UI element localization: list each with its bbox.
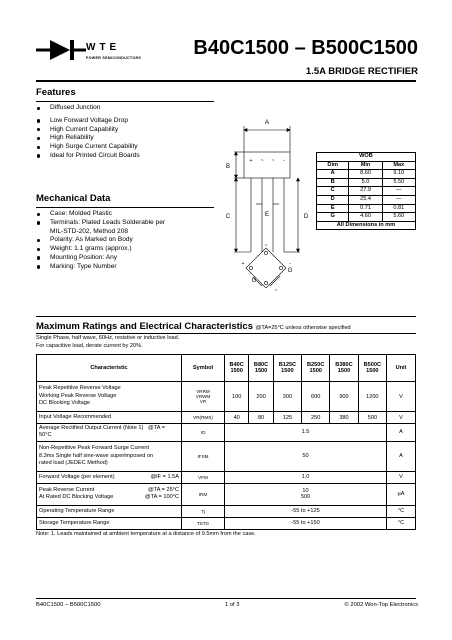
table-row-ifsm: Non-Repetitive Peak Forward Surge Current 8.3ms Single half sine-wave superimposed on rated load (JEDEC Method) IFSM 50 A	[37, 441, 416, 471]
pin-minus-label: -	[283, 158, 285, 164]
feature-item: Ideal for Printed Circuit Boards	[36, 152, 216, 161]
feature-item: High Current Capability	[36, 126, 216, 135]
mechanical-item: Marking: Type Number	[36, 263, 216, 272]
column-header: B250C 1500	[302, 355, 330, 382]
bottom-pin-ac: ~	[264, 243, 268, 249]
feature-item: High Surge Current Capability	[36, 143, 216, 152]
table-row-vfm: Forward Voltage (per element) @IF = 1.5A VFM 1.0 V	[37, 471, 416, 483]
table-row-vrrm: Peak Repetitive Reverse Voltage Working Peak Reverse Voltage DC Blocking Voltage VRRM VRWM VR 100 200 300 600 900 1200 V	[37, 382, 416, 412]
table-row: D 25.4 —	[317, 195, 416, 204]
dimension-label-e: E	[264, 212, 270, 218]
features-title: Features	[36, 87, 76, 98]
footer-part-number: B40C1500 – B500C1500	[36, 602, 101, 608]
mechanical-item: Weight: 1.1 grams (approx.)	[36, 245, 216, 254]
table-row-vrms: Input Voltage Recommended VR(RMS) 40 80 125 250 380 500 V	[37, 412, 416, 424]
column-header: Characteristic	[37, 355, 182, 382]
footnote: Note: 1. Leads maintained at ambient temperature at a distance of 9.5mm from the case.	[36, 531, 256, 537]
package-outline-diagram	[218, 112, 318, 292]
dimension-table-footer: All Dimensions in mm	[317, 221, 416, 230]
table-header-row	[37, 355, 416, 382]
header-divider	[36, 80, 416, 82]
table-row-tj: Operating Temperature Range Tj -55 to +125 °C	[37, 505, 416, 517]
ratings-title: Maximum Ratings and Electrical Characteristics @TA=25°C unless otherwise specified	[36, 321, 351, 332]
mechanical-title: Mechanical Data	[36, 193, 111, 204]
dimension-table	[316, 152, 416, 230]
table-row: E 0.71 0.81	[317, 204, 416, 213]
pin-ac-label: ~	[271, 158, 275, 164]
dimension-label-d: D	[303, 214, 309, 220]
bottom-pin-minus: -	[289, 261, 291, 267]
column-header: Min	[349, 161, 382, 170]
feature-item: Diffused Junction	[36, 104, 216, 113]
document-title: B40C1500 – B500C1500	[193, 37, 418, 59]
table-row-tstg: Storage Temperature Range TSTG -55 to +150 °C	[37, 517, 416, 529]
footer-divider	[36, 598, 416, 599]
document-subtitle: 1.5A BRIDGE RECTIFIER	[305, 66, 418, 77]
table-row: B 5.0 5.50	[317, 178, 416, 187]
ratings-note: Single Phase, half wave, 60Hz, resistive or inductive load. For capacitive load, derate current by 20%.	[36, 335, 180, 349]
mechanical-list	[36, 210, 216, 272]
column-header: Unit	[387, 355, 416, 382]
bottom-pin-ac: ~	[274, 288, 278, 292]
column-header: Max	[382, 161, 415, 170]
dimension-label-a: A	[264, 120, 270, 126]
bottom-pin-plus: +	[241, 261, 245, 267]
column-header: B380C 1500	[330, 355, 358, 382]
ratings-top-divider	[36, 316, 416, 317]
dimension-label-c: C	[225, 214, 231, 220]
ratings-condition: @TA=25°C unless otherwise specified	[255, 325, 351, 331]
dimension-table-title: WOB	[317, 153, 416, 162]
mechanical-item: Case: Molded Plastic	[36, 210, 216, 219]
mechanical-item: Terminals: Plated Leads Solderable per MIL-STD-202, Method 208	[36, 219, 216, 237]
table-row: C 27.9 —	[317, 187, 416, 196]
column-header: B40C 1500	[225, 355, 249, 382]
mechanical-divider	[36, 207, 214, 208]
dimension-label-b: B	[225, 164, 231, 170]
table-row-irm: Peak Reverse Current @TA = 25°C At Rated DC Blocking Voltage @TA = 100°C IRM 10 500 µA	[37, 483, 416, 505]
column-header: B125C 1500	[273, 355, 301, 382]
logo-subtext: POWER SEMICONDUCTORS	[86, 56, 142, 60]
column-header: Symbol	[182, 355, 225, 382]
table-row-io: Average Rectified Output Current (Note 1) @TA = 50°C IO 1.5 A	[37, 424, 416, 442]
pin-plus-label: +	[249, 158, 253, 164]
table-row: G 4.60 5.60	[317, 213, 416, 222]
ratings-table	[36, 354, 416, 530]
footer-page-number: 1 of 3	[225, 602, 240, 608]
dimension-label-g: G	[287, 268, 293, 274]
footer-copyright: © 2002 Won-Top Electronics	[344, 602, 418, 608]
logo-text: WTE	[86, 42, 121, 53]
column-header: B500C 1500	[358, 355, 386, 382]
features-divider	[36, 101, 214, 102]
column-header: Dim	[317, 161, 349, 170]
dimension-label-g: G	[251, 278, 257, 284]
column-header: B80C 1500	[249, 355, 273, 382]
table-row: A 8.60 9.10	[317, 170, 416, 179]
features-list	[36, 104, 216, 161]
mechanical-item: Polarity: As Marked on Body	[36, 236, 216, 245]
feature-item: Low Forward Voltage Drop	[36, 117, 216, 126]
pin-ac-label: ~	[260, 158, 264, 164]
ratings-divider	[36, 333, 416, 334]
mechanical-item: Mounting Position: Any	[36, 254, 216, 263]
feature-item: High Reliability	[36, 134, 216, 143]
